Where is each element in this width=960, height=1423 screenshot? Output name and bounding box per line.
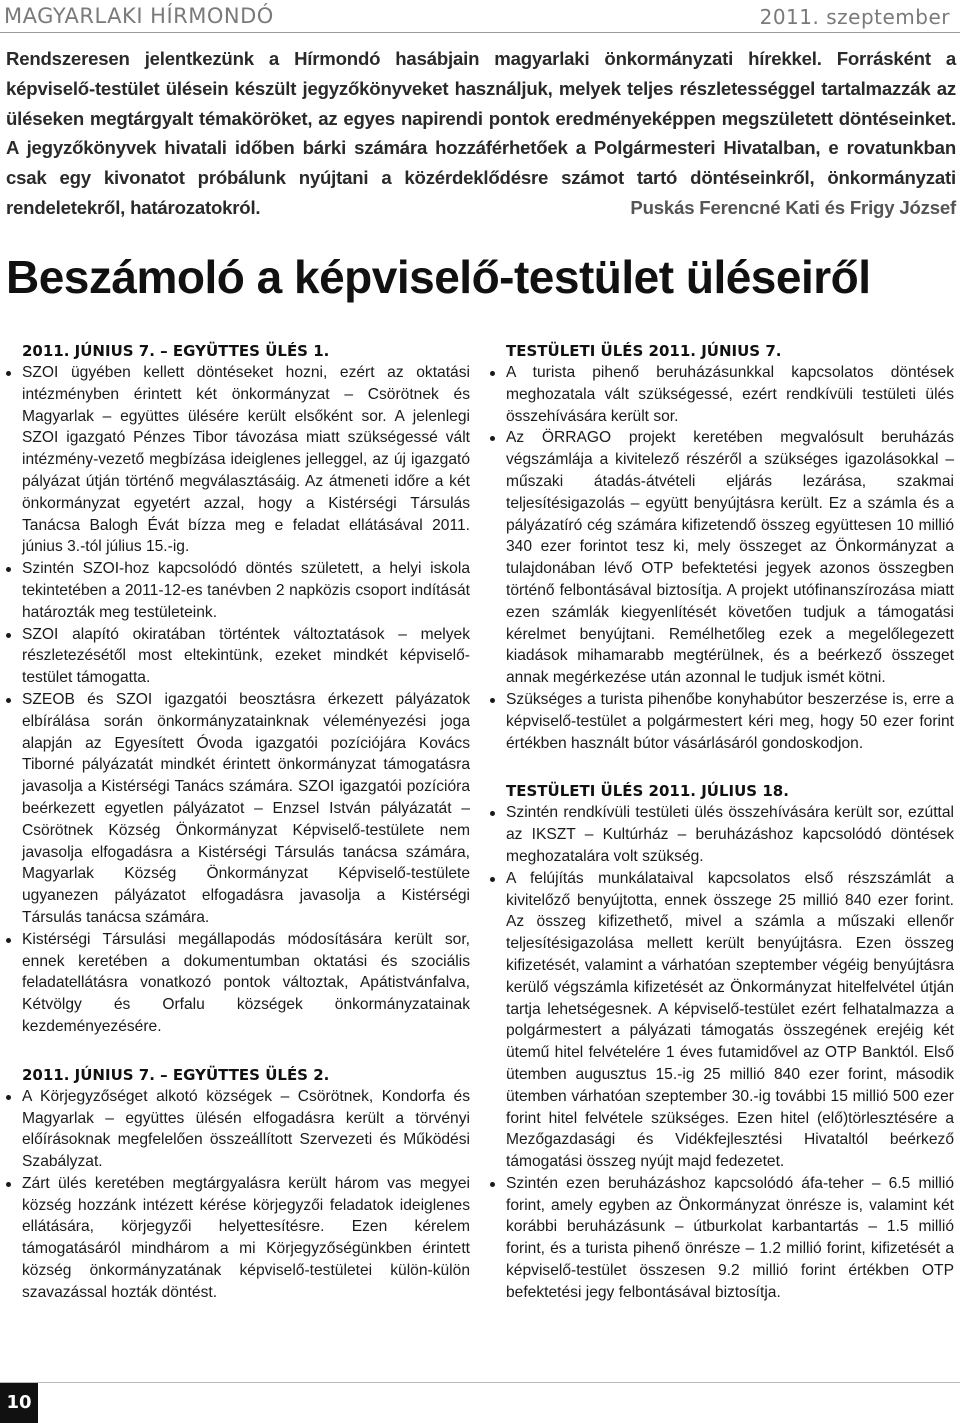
bullet-item: Az ÖRRAGO projekt keretében megvalósult beruházás végszámlája a kivitelező részéről a szükséges igazolásokkal – műszaki átadás-átvételi eljárás lezárása, szakmai teljesítésigazolás – együtt benyújtásra került. Ez a számla és a pályázatíró cég számára kifizetendő összeg együttesen 10 millió 340 ezer forintot tesz ki, mely összeget az Önkormányzat a tulajdonában lévő OTP befektetési jegyek azonos összegben történő felbontásával biztosítja. A projekt utófinanszírozása miatt ezen számlák kiegyenlítését követően tudjuk a támogatási kérelmet benyújtani. Remélhetőleg ezek a megelőlegezett kiadások mihamarabb megtérülnek, és a beérkező összeget annak megérkezése után azonnal le tudjuk ismét kötni. (488, 427, 954, 689)
bullet-list (4, 1086, 470, 1304)
masthead (0, 0, 960, 33)
section-gap (488, 754, 954, 780)
article-headline: Beszámoló a képviselő-testület üléseiről (6, 251, 871, 303)
footer-rule (0, 1382, 960, 1383)
page-number: 10 (0, 1383, 38, 1423)
bullet-item: Szintén rendkívüli testületi ülés összehívására került sor, ezúttal az IKSZT – Kultúrház – beruházáshoz kapcsolódó döntések meghozatalára volt szükség. (488, 802, 954, 867)
issue-date: 2011. szeptember (759, 5, 950, 29)
intro-text: Rendszeresen jelentkezünk a Hírmondó hasábjain magyarlaki önkormányzati hírekkel. Forrásként a képviselő-testület ülésein készült jegyzőkönyveket használjuk, melyek teljes részletességgel tartalmazzák az üléseken megtárgyalt témaköröket, az egyes napirendi pontok eredményeképpen megszületett döntéseinket. A jegyzőkönyvek hivatali időben bárki számára hozzáférhetőek a Polgármesteri Hivatalban, e rovatunkban csak egy kivonatot próbálunk nyújtani a közérdeklődésre számot tartó döntéseinkről, önkormányzati rendeletekről, határozatokról. (6, 48, 956, 218)
intro-paragraph (6, 44, 956, 223)
section-title: 2011. JÚNIUS 7. – EGYÜTTES ÜLÉS 1. (22, 342, 330, 360)
left-column (4, 340, 470, 1304)
bullet-item: A felújítás munkálataival kapcsolatos első részszámlát a kivitelőző benyújtotta, ennek összege 25 millió 840 ezer forint. Az összeg kifizethető, mivel a számla a műszaki ellenőr teljesítésigazolása mellett került benyújtásra. Ezen összeg kifizetését, valamint a várhatóan szeptember végéig benyújtásra kerülő végszámla kifizetését az Önkormányzat hitelfelvétel útján tartja lehetségesnek. A képviselő-testület ezért felhatalmazza a polgármestert a pályázati támogatás összegének erejéig két ütemű hitel felvételére 1 éves futamidővel az OTP Banktól. Első ütemben augusztus 15.-ig 25 millió 840 ezer forint, második ütemben várhatóan szeptember 30.-ig további 15 millió 500 ezer forint hitel felvétele szükséges. Ezen hitel (elő)törlesztésére a Mezőgazdasági és Vidékfejlesztési Hivataltól beérkező támogatási összeg nyújt majd fedezetet. (488, 868, 954, 1173)
bullet-item: Szintén SZOI-hoz kapcsolódó döntés született, a helyi iskola tekintetében a 2011-12-es tanévben 2 napközis csoport indítását határozták meg testületeink. (4, 558, 470, 623)
bullet-item: A turista pihenő beruházásunkkal kapcsolatos döntések meghozatala vált szükségessé, ezért rendkívüli testületi ülés összehívására került sor. (488, 362, 954, 427)
intro-authors: Puskás Ferencné Kati és Frigy József (630, 196, 956, 218)
bullet-list (4, 362, 470, 1038)
right-column (488, 340, 954, 1304)
bullet-item: SZEOB és SZOI igazgatói beosztásra érkezett pályázatok elbírálása során önkormányzatainknak véleményezési joga alapján az Egyesített Óvoda igazgatói pozíciójára Kovács Tiborné pályázatát mindkét érintett önkormányzat támogatásra javasolja a Kistérségi Tanács számára. SZOI igazgatói pozícióra beérkezett egyetlen pályázatot – Enzsel István pályázatát – Csörötnek Község Önkormányzat Képviselő-testülete nem javasolja elfogadásra a Kistérségi Társulás tanácsa számára, Magyarlak Község Önkormányzat Képviselő-testülete ugyanezen pályázatot elfogadásra javasolja a Kistérségi Társulás tanácsa számára. (4, 689, 470, 929)
section-gap (4, 1038, 470, 1064)
section-title: TESTÜLETI ÜLÉS 2011. JÚNIUS 7. (506, 342, 782, 360)
bullet-item: SZOI ügyében kellett döntéseket hozni, ezért az oktatási intézményben érintett két önkormányzat – Csörötnek és Magyarlak – együttes ülésére került elsőként sor. A jelenlegi SZOI igazgató Pénzes Tibor távozása miatt szükségessé vált intézmény-vezető megbízása ideiglenes jelleggel, az új igazgató pályázat útján történő megválasztásáig. Az átmeneti időre a két önkormányzat egyetért azzal, hogy a Kistérségi Társulás Tanácsa Balogh Évát bízza meg e feladat ellátásával 2011. június 3.-tól július 15.-ig. (4, 362, 470, 558)
bullet-list (488, 802, 954, 1303)
bullet-item: A Körjegyzőséget alkotó községek – Csörötnek, Kondorfa és Magyarlak – együttes ülésén elfogadásra került a törvényi előírásoknak megfelelően összeállított Szervezeti és Működési Szabályzat. (4, 1086, 470, 1173)
bullet-item: Szükséges a turista pihenőbe konyhabútor beszerzése is, erre a képviselő-testület a polgármestert kéri meg, hogy 50 ezer forint értékben használt bútor vásárlásáról gondoskodjon. (488, 689, 954, 754)
bullet-item: Szintén ezen beruházáshoz kapcsolódó áfa-teher – 6.5 millió forint, amely egyben az Önkormányzat önrésze is, valamint két korábbi beruházásunk – útburkolat karbantartás – 1.5 millió forint, és a turista pihenő önrésze – 1.2 millió forint, kifizetését a képviselő-testület összesen 9.2 millió forint értékben OTP befektetési jegy felbontásával biztosítja. (488, 1173, 954, 1304)
publication-title: MAGYARLAKI HÍRMONDÓ (4, 4, 274, 28)
section-title: TESTÜLETI ÜLÉS 2011. JÚLIUS 18. (506, 782, 789, 801)
bullet-item: SZOI alapító okiratában történtek változtatások – melyek részletezésétől most eltekintünk, ezeket mindkét képviselő-testület támogatta. (4, 624, 470, 689)
section-title: 2011. JÚNIUS 7. – EGYÜTTES ÜLÉS 2. (22, 1065, 330, 1084)
bullet-list (488, 362, 954, 754)
bullet-item: Zárt ülés keretében megtárgyalásra került három vas megyei község hozzánk intézett kérése körjegyzői feladatok ideiglenes ellátására, körjegyzői helyettesítésre. Ezen kérelem támogatásáról mindhárom a mi Körjegyzőségünkben érintett község önkormányzatának képviselő-testületei külön-külön szavazással hozták döntést. (4, 1173, 470, 1304)
bullet-item: Kistérségi Társulási megállapodás módosítására került sor, ennek keretében a dokumentumban oktatási és szociális feladatellátásra vonatkozó pontok változtak, Apátistvánfalva, Kétvölgy és Orfalu községek önkormányzatainak kezdeményezésére. (4, 929, 470, 1038)
